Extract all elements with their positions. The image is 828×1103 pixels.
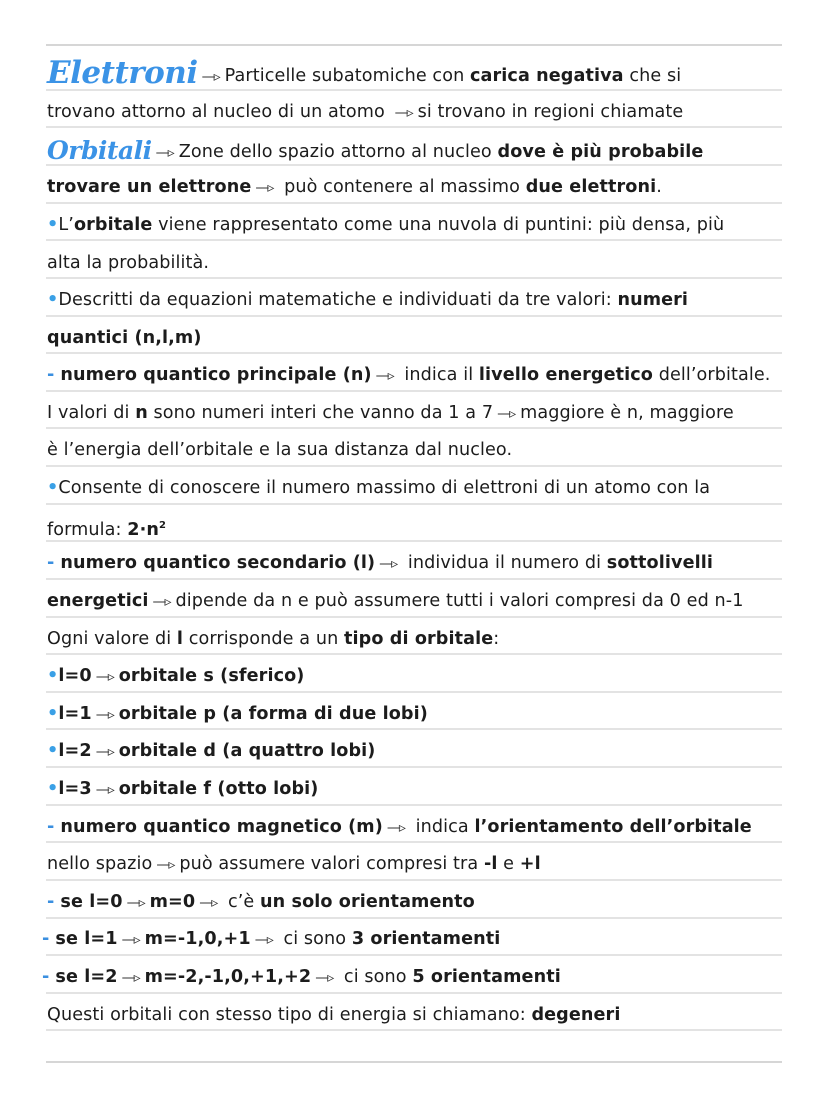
note-line: - numero quantico magnetico (m) —▹ indica l’orientamento dell’orbitale <box>47 817 752 837</box>
rule <box>46 1061 782 1063</box>
note-line: nello spazio —▹ può assumere valori compresi tra -l e +l <box>47 854 541 874</box>
dash-marker: - <box>47 892 55 912</box>
arrow-icon: —▹ <box>156 857 174 873</box>
arrow-icon: —▹ <box>394 105 412 121</box>
note-line: trovano attorno al nucleo di un atomo —▹ si trovano in regioni chiamate <box>47 102 684 122</box>
arrow-icon: —▹ <box>95 744 113 760</box>
note-line: - se l=2 —▹ m=-2,-1,0,+1,+2 —▹ ci sono 5 orientamenti <box>42 967 561 987</box>
note-line: è l’energia dell’orbitale e la sua distanza dal nucleo. <box>47 440 513 460</box>
note-line: - se l=0 —▹ m=0 —▹ c’è un solo orientamento <box>47 892 475 912</box>
bullet-icon: • <box>47 741 59 761</box>
note-line: •l=1 —▹ orbitale p (a forma di due lobi) <box>47 704 428 724</box>
note-line: I valori di n sono numeri interi che vanno da 1 a 7 —▹ maggiore è n, maggiore <box>47 403 734 423</box>
note-line: •L’orbitale viene rappresentato come una nuvola di puntini: più densa, più <box>47 215 725 235</box>
arrow-icon: —▹ <box>379 556 397 572</box>
bullet-icon: • <box>47 290 59 310</box>
arrow-icon: —▹ <box>95 707 113 723</box>
note-line: - numero quantico secondario (l) —▹ individua il numero di sottolivelli <box>47 553 714 573</box>
bullet-icon: • <box>47 704 59 724</box>
arrow-icon: —▹ <box>155 145 173 161</box>
note-line: •Descritti da equazioni matematiche e individuati da tre valori: numeri <box>47 290 689 310</box>
bullet-icon: • <box>47 666 59 686</box>
dash-marker: - <box>47 817 55 837</box>
bullet-icon: • <box>47 478 59 498</box>
note-line: quantici (n,l,m) <box>47 328 202 348</box>
heading-elettroni: Elettroni <box>47 55 198 91</box>
note-line: trovare un elettrone —▹ può contenere al massimo due elettroni. <box>47 177 662 197</box>
note-line: - se l=1 —▹ m=-1,0,+1 —▹ ci sono 3 orientamenti <box>42 929 501 949</box>
arrow-icon: —▹ <box>315 970 333 986</box>
rule <box>46 44 782 46</box>
arrow-icon: —▹ <box>386 820 404 836</box>
arrow-icon: —▹ <box>152 594 170 610</box>
arrow-icon: —▹ <box>199 895 217 911</box>
note-line: •l=0 —▹ orbitale s (sferico) <box>47 666 305 686</box>
dash-marker: - <box>47 553 55 573</box>
arrow-icon: —▹ <box>497 406 515 422</box>
note-line: Elettroni —▹ Particelle subatomiche con carica negativa che si <box>47 55 682 91</box>
note-line: Questi orbitali con stesso tipo di energia si chiamano: degeneri <box>47 1005 621 1025</box>
bullet-icon: • <box>47 779 59 799</box>
arrow-icon: —▹ <box>375 368 393 384</box>
note-line: - numero quantico principale (n) —▹ indica il livello energetico dell’orbitale. <box>47 365 771 385</box>
note-line: energetici —▹ dipende da n e può assumere tutti i valori compresi da 0 ed n-1 <box>47 591 744 611</box>
note-line: alta la probabilità. <box>47 253 210 273</box>
dash-marker: - <box>42 929 50 949</box>
arrow-icon: —▹ <box>201 69 219 85</box>
note-line: •l=3 —▹ orbitale f (otto lobi) <box>47 779 319 799</box>
heading-orbitali: Orbitali <box>47 136 152 165</box>
arrow-icon: —▹ <box>121 970 139 986</box>
arrow-icon: —▹ <box>95 669 113 685</box>
arrow-icon: —▹ <box>126 895 144 911</box>
note-line: Orbitali —▹ Zone dello spazio attorno al nucleo dove è più probabile <box>47 136 704 165</box>
arrow-icon: —▹ <box>121 932 139 948</box>
note-line: formula: $2\cdot n^2$ <box>47 519 167 540</box>
note-line: •Consente di conoscere il numero massimo di elettroni di un atomo con la <box>47 478 711 498</box>
note-line: Ogni valore di l corrisponde a un tipo di orbitale: <box>47 629 500 649</box>
bullet-icon: • <box>47 215 59 235</box>
arrow-icon: —▹ <box>255 180 273 196</box>
arrow-icon: —▹ <box>254 932 272 948</box>
dash-marker: - <box>42 967 50 987</box>
arrow-icon: —▹ <box>95 782 113 798</box>
dash-marker: - <box>47 365 55 385</box>
note-line: •l=2 —▹ orbitale d (a quattro lobi) <box>47 741 376 761</box>
